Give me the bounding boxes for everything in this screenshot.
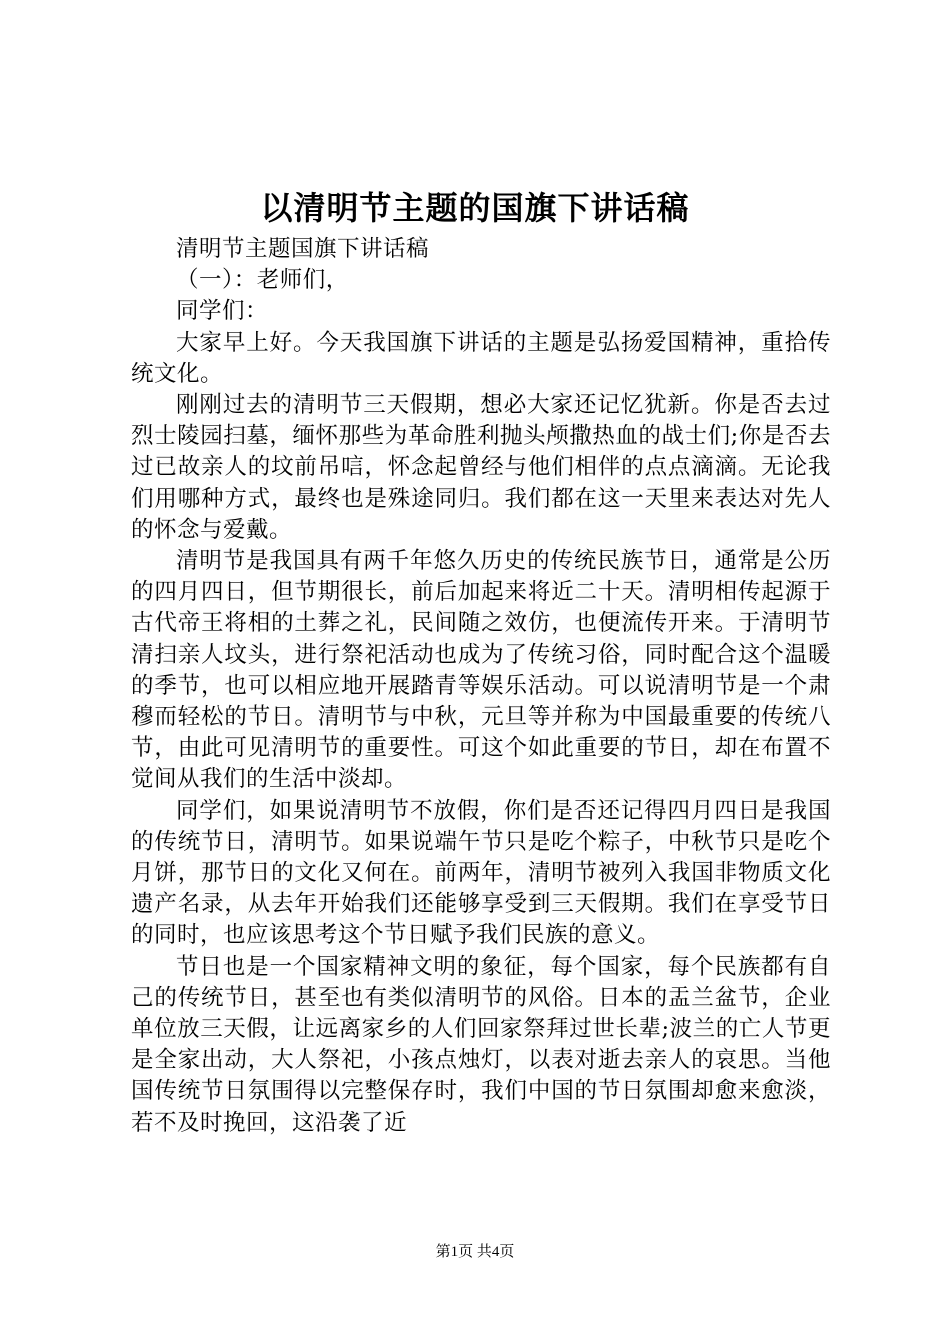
page-footer: 第1页 共4页 [435, 1244, 515, 1260]
paragraph-salutation-teachers: （一）：老师们， [176, 267, 349, 294]
document-body [131, 234, 831, 1139]
paragraph-other-countries: 节日也是一个国家精神文明的象征，每个国家，每个民族都有自己的传统节日，甚至也有类似清明节的风俗。日本的盂兰盆节，企业单位放三天假，让远离家乡的人们回家祭拜过世长辈;波兰的亡人节更是全家出动，大人祭祀，小孩点烛灯，以表对逝去亲人的哀思。当他国传统节日氛围得以完整保存时，我们中国的节日氛围却愈来愈淡，若不及时挽回，这沿袭了近 [131, 953, 831, 1136]
paragraph-holiday-memory: 刚刚过去的清明节三天假期，想必大家还记忆犹新。你是否去过烈士陵园扫墓，缅怀那些为革命胜利抛头颅撒热血的战士们;你是否去过已故亲人的坟前吊唁，怀念起曾经与他们相伴的点点滴滴。无论我们用哪种方式，最终也是殊途同归。我们都在这一天里来表达对先人的怀念与爱戴。 [131, 392, 831, 543]
paragraph-subtitle: 清明节主题国旗下讲话稿 [176, 236, 430, 262]
paragraph-festival-meaning: 同学们，如果说清明节不放假，你们是否还记得四月四日是我国的传统节日，清明节。如果说端午节只是吃个粽子，中秋节只是吃个月饼，那节日的文化又何在。前两年，清明节被列入我国非物质文化遗产名录，从去年开始我们还能够享受到三天假期。我们在享受节日的同时，也应该思考这个节日赋予我们民族的意义。 [131, 797, 831, 949]
paragraph-greeting: 大家早上好。今天我国旗下讲话的主题是弘扬爱国精神，重拾传统文化。 [131, 329, 831, 387]
document-title: 以清明节主题的国旗下讲话稿 [260, 189, 690, 227]
paragraph-qingming-history: 清明节是我国具有两千年悠久历史的传统民族节日，通常是公历的四月四日，但节期很长，前后加起来将近二十天。清明相传起源于古代帝王将相的土葬之礼，民间随之效仿，也便流传开来。于清明节清扫亲人坟头，进行祭祀活动也成为了传统习俗，同时配合这个温暖的季节，也可以相应地开展踏青等娱乐活动。可以说清明节是一个肃穆而轻松的节日。清明节与中秋，元旦等并称为中国最重要的传统八节，由此可见清明节的重要性。可这个如此重要的节日，却在布置不觉间从我们的生活中淡却。 [131, 548, 831, 793]
paragraph-salutation-students: 同学们： [176, 298, 269, 325]
